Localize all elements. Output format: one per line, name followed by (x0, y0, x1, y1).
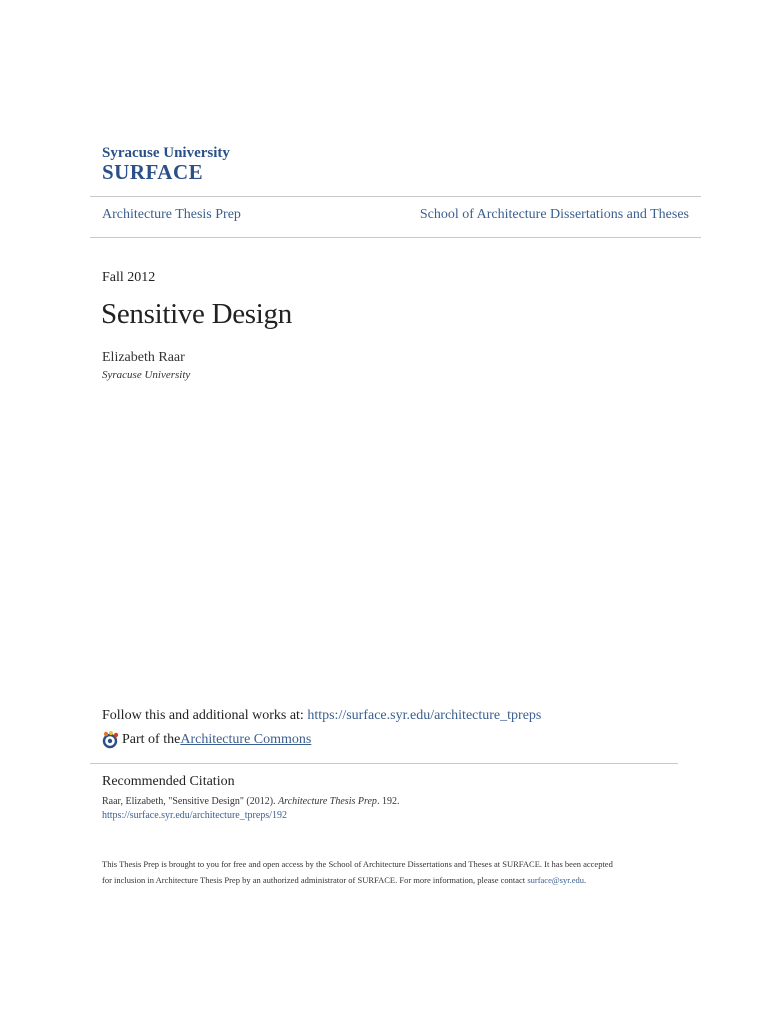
author-affiliation: Syracuse University (102, 369, 191, 381)
collection-link-dissertations[interactable]: School of Architecture Dissertations and Theses (419, 207, 689, 222)
follow-prefix: Follow this and additional works at: (102, 708, 308, 723)
citation-heading: Recommended Citation (102, 774, 235, 789)
citation-series: Architecture Thesis Prep (278, 796, 377, 807)
follow-line (102, 708, 541, 724)
follow-url-link[interactable]: https://surface.syr.edu/architecture_tpreps (307, 708, 542, 723)
network-commons-icon (102, 731, 120, 749)
citation-suffix: . 192. (376, 796, 400, 807)
repository-name: SURFACE (102, 160, 204, 184)
part-of-line (102, 731, 311, 749)
university-name: Syracuse University (102, 145, 230, 161)
publication-date: Fall 2012 (102, 270, 156, 285)
citation-text (102, 796, 399, 807)
access-statement-line2 (102, 872, 682, 888)
citation-url-link[interactable]: https://surface.syr.edu/architecture_tpreps/192 (102, 810, 287, 821)
author-name: Elizabeth Raar (102, 350, 185, 365)
access-statement (102, 856, 682, 888)
contact-email-link[interactable]: surface@syr.edu (527, 875, 584, 885)
part-of-prefix: Part of the (122, 732, 181, 747)
access-statement-line1: This Thesis Prep is brought to you for free and open access by the School of Architecture Dissertations and Theses at SURFACE. It has been accepted (102, 859, 613, 869)
top-divider (90, 196, 701, 197)
collections-divider (90, 237, 701, 238)
citation-prefix: Raar, Elizabeth, "Sensitive Design" (2012). (102, 796, 279, 807)
collection-link-thesis-prep[interactable]: Architecture Thesis Prep (102, 207, 241, 222)
access-statement-end: . (584, 875, 587, 885)
architecture-commons-link[interactable]: Architecture Commons (180, 732, 312, 747)
access-statement-text: for inclusion in Architecture Thesis Prep by an authorized administrator of SURFACE. For more information, please contact (102, 875, 528, 885)
citation-divider (90, 763, 678, 764)
paper-title: Sensitive Design (101, 298, 292, 330)
